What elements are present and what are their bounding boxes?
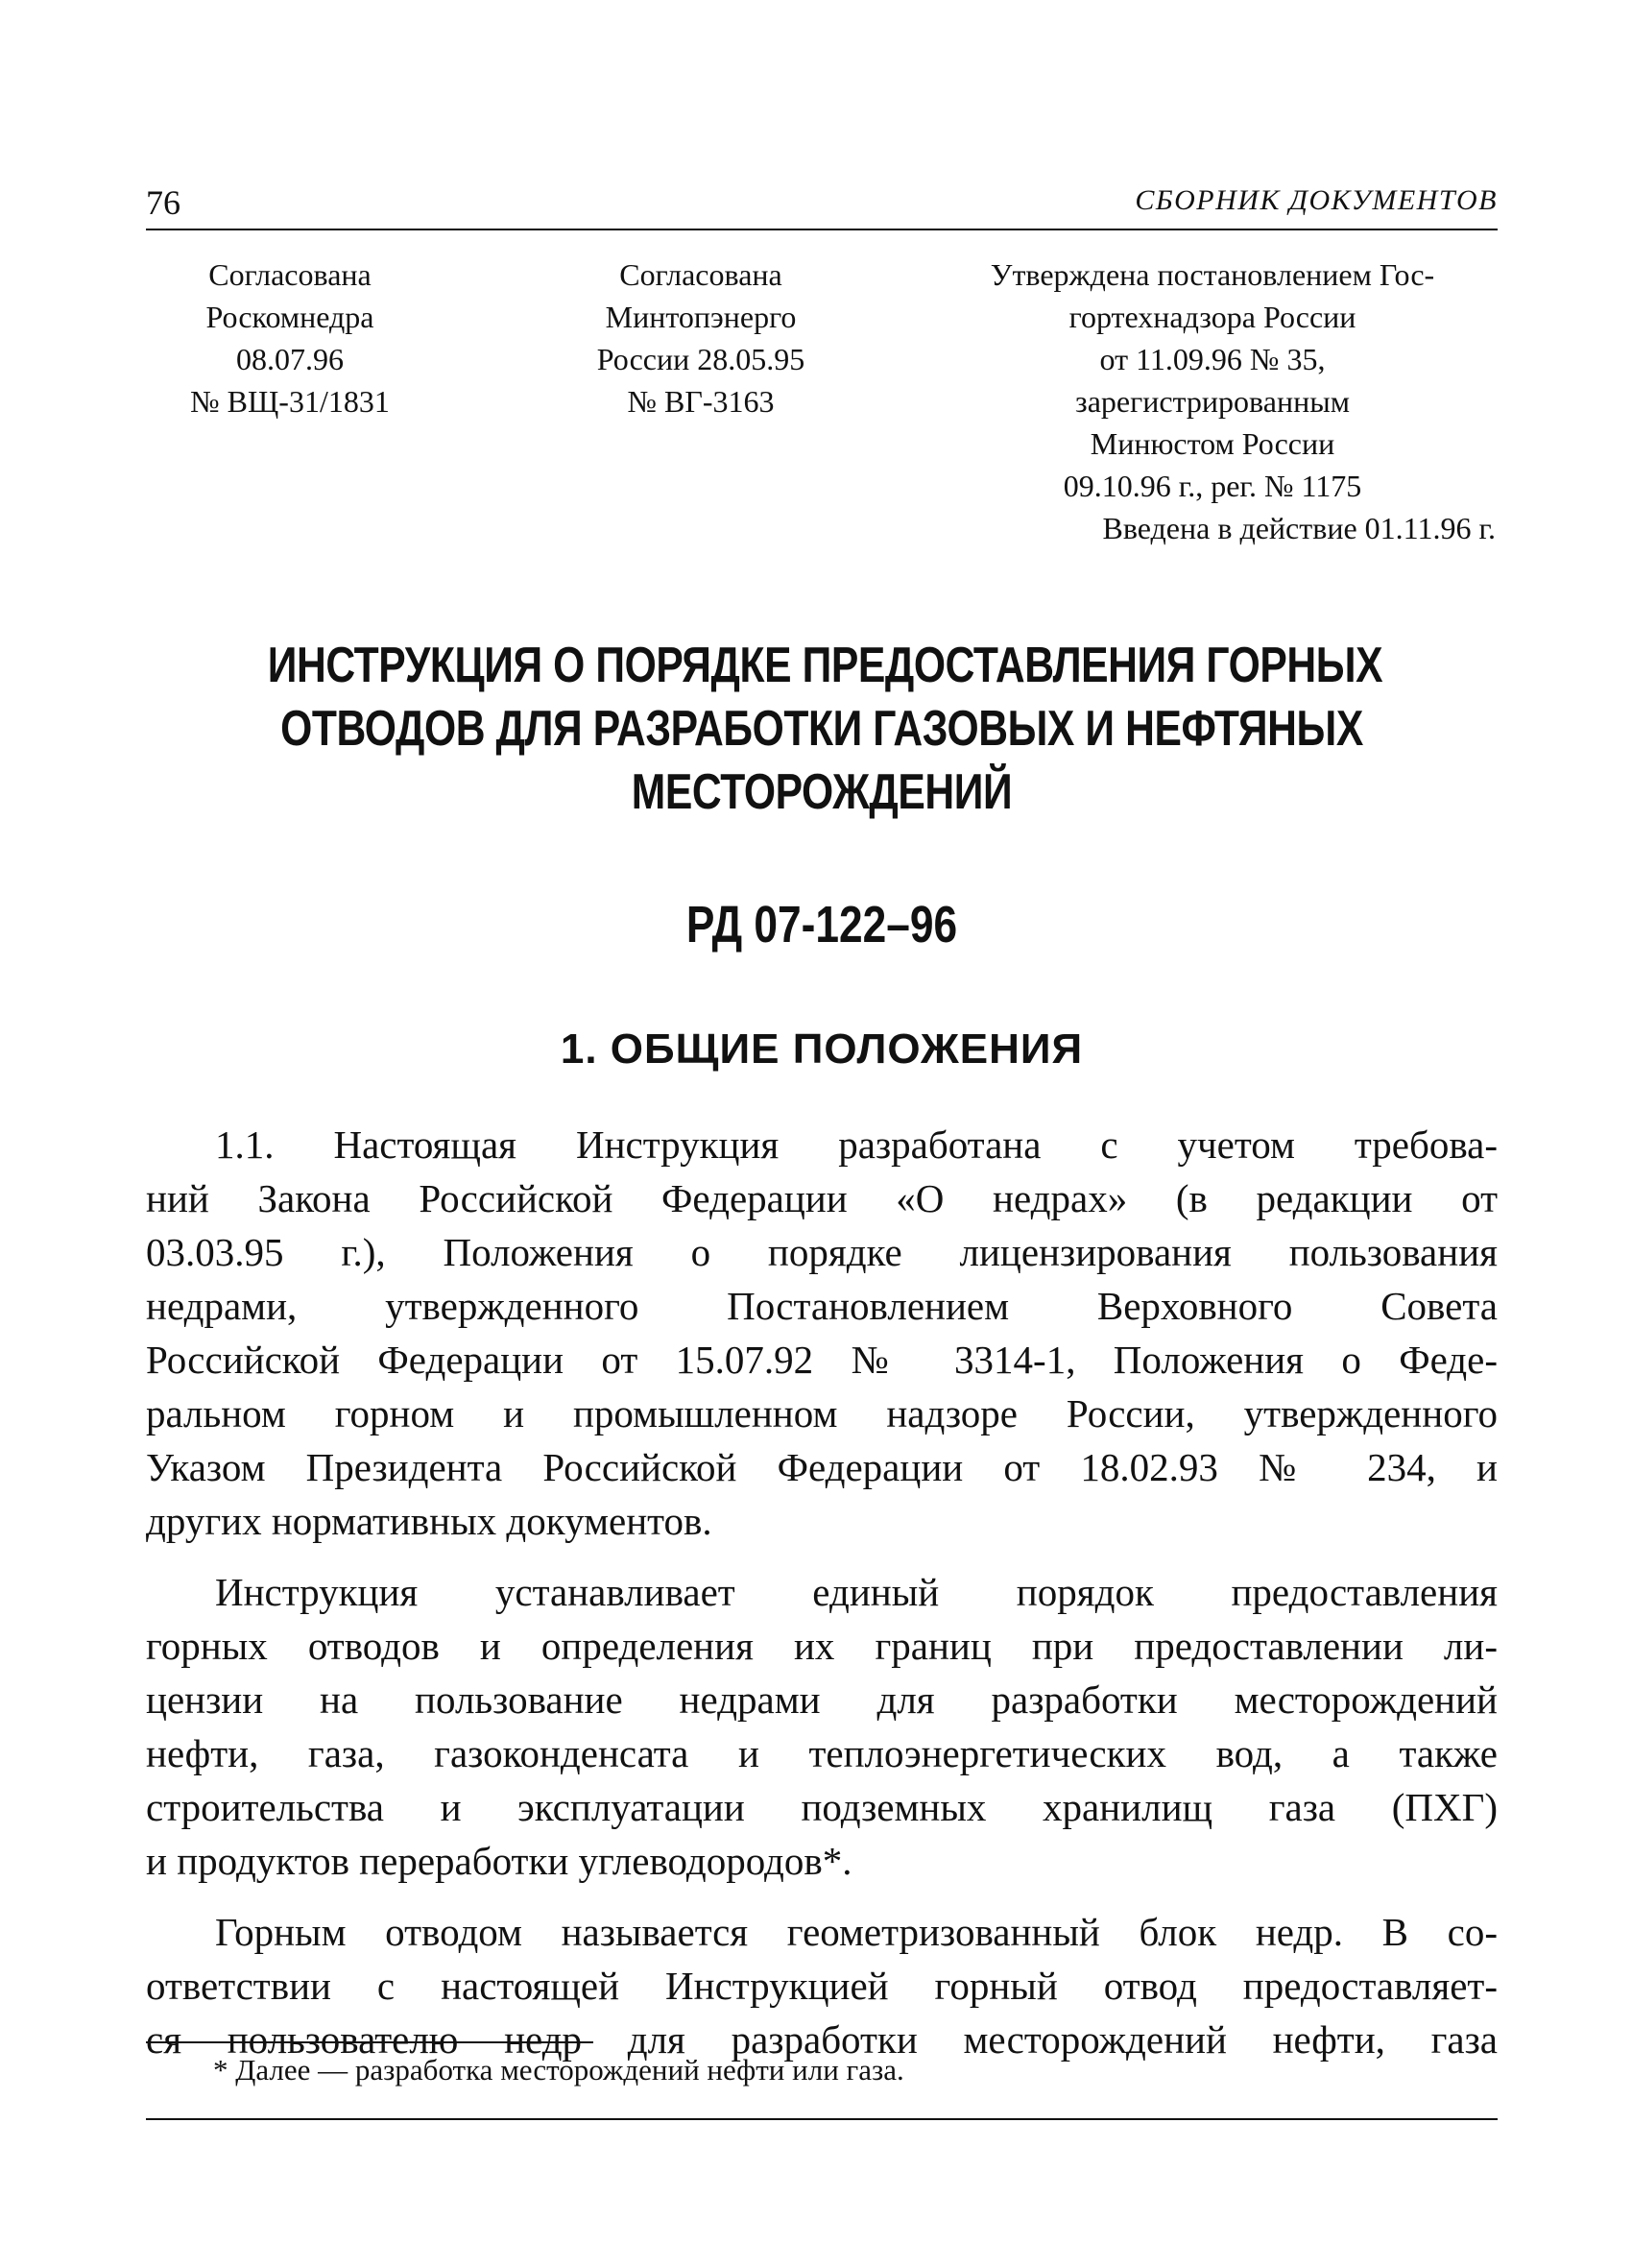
- approval-line: гортехнадзора России: [1068, 300, 1356, 334]
- section-heading: 1. ОБЩИЕ ПОЛОЖЕНИЯ: [560, 1025, 1084, 1073]
- approval-line: 08.07.96: [236, 342, 344, 376]
- text-line: недрами, утвержденного Постановлением Верховного Совета: [146, 1284, 1498, 1328]
- text-line: Горным отводом называется геометризованный блок недр. В со-: [215, 1910, 1498, 1954]
- document-title: [267, 634, 1383, 824]
- running-header: [146, 179, 1498, 230]
- text-line: Российской Федерации от 15.07.92 № 3314-1, Положения о Феде-: [146, 1338, 1498, 1382]
- text-line: Инструкция устанавливает единый порядок предоставления: [215, 1570, 1498, 1614]
- text-line: ся пользователю недр для разработки месторождений нефти, газа: [146, 2017, 1498, 2062]
- text-line: других нормативных документов.: [146, 1499, 712, 1543]
- approval-line: Согласована: [208, 257, 372, 292]
- body-text: [146, 1118, 1498, 2066]
- text-line: нефти, газа, газоконденсата и теплоэнергетических вод, а также: [146, 1731, 1498, 1775]
- approval-line: Согласована: [619, 257, 782, 292]
- text-line: ральном горном и промышленном надзоре России, утвержденного: [146, 1391, 1498, 1436]
- title-line: МЕСТОРОЖДЕНИЙ: [631, 764, 1013, 820]
- approval-line: Введена в действие 01.11.96 г.: [1102, 511, 1496, 545]
- text-line: 03.03.95 г.), Положения о порядке лицензирования пользования: [146, 1230, 1498, 1274]
- paragraph: [146, 1565, 1498, 1888]
- approval-line: Роскомнедра: [205, 300, 374, 334]
- footnote: * Далее — разработка месторождений нефти или газа.: [213, 2053, 904, 2087]
- text-line: строительства и эксплуатации подземных хранилищ газа (ПХГ): [146, 1785, 1498, 1829]
- approval-line: № ВГ-3163: [627, 384, 775, 419]
- approval-block-mintopenergo: [557, 253, 845, 422]
- approval-block-roskomnedra: [146, 253, 434, 422]
- text-line: ответствии с настоящей Инструкцией горный отвод предоставляет-: [146, 1964, 1498, 2008]
- approval-line: Минюстом России: [1090, 426, 1335, 461]
- text-line: горных отводов и определения их границ при предоставлении ли-: [146, 1624, 1498, 1668]
- title-line: ОТВОДОВ ДЛЯ РАЗРАБОТКИ ГАЗОВЫХ И НЕФТЯНЫХ: [280, 701, 1363, 757]
- paragraph: [146, 1118, 1498, 1548]
- text-line: 1.1. Настоящая Инструкция разработана с учетом требова-: [215, 1122, 1498, 1167]
- approval-line: № ВЩ-31/1831: [190, 384, 390, 419]
- approval-block-gosgortekhnadzor: [929, 253, 1496, 549]
- approval-line: от 11.09.96 № 35,: [1099, 342, 1326, 376]
- footnote-separator: [146, 2041, 593, 2043]
- page-number: 76: [146, 183, 180, 222]
- title-line: ИНСТРУКЦИЯ О ПОРЯДКЕ ПРЕДОСТАВЛЕНИЯ ГОРНЫХ: [267, 638, 1383, 693]
- text-line: Указом Президента Российской Федерации от 18.02.93 № 234, и: [146, 1445, 1498, 1489]
- text-line: цензии на пользование недрами для разработки месторождений: [146, 1677, 1498, 1722]
- approval-line: России 28.05.95: [596, 342, 805, 376]
- approval-line: Минтопэнерго: [605, 300, 797, 334]
- approval-line: Утверждена постановлением Гос-: [990, 257, 1435, 292]
- approval-line: 09.10.96 г., рег. № 1175: [1063, 469, 1362, 503]
- text-line: ний Закона Российской Федерации «О недрах» (в редакции от: [146, 1176, 1498, 1220]
- bottom-rule: [146, 2118, 1498, 2120]
- text-line: и продуктов переработки углеводородов*.: [146, 1839, 852, 1883]
- running-title: СБОРНИК ДОКУМЕНТОВ: [1135, 184, 1498, 216]
- document-code: РД 07-122–96: [685, 896, 958, 953]
- approval-line: зарегистрированным: [1075, 384, 1350, 419]
